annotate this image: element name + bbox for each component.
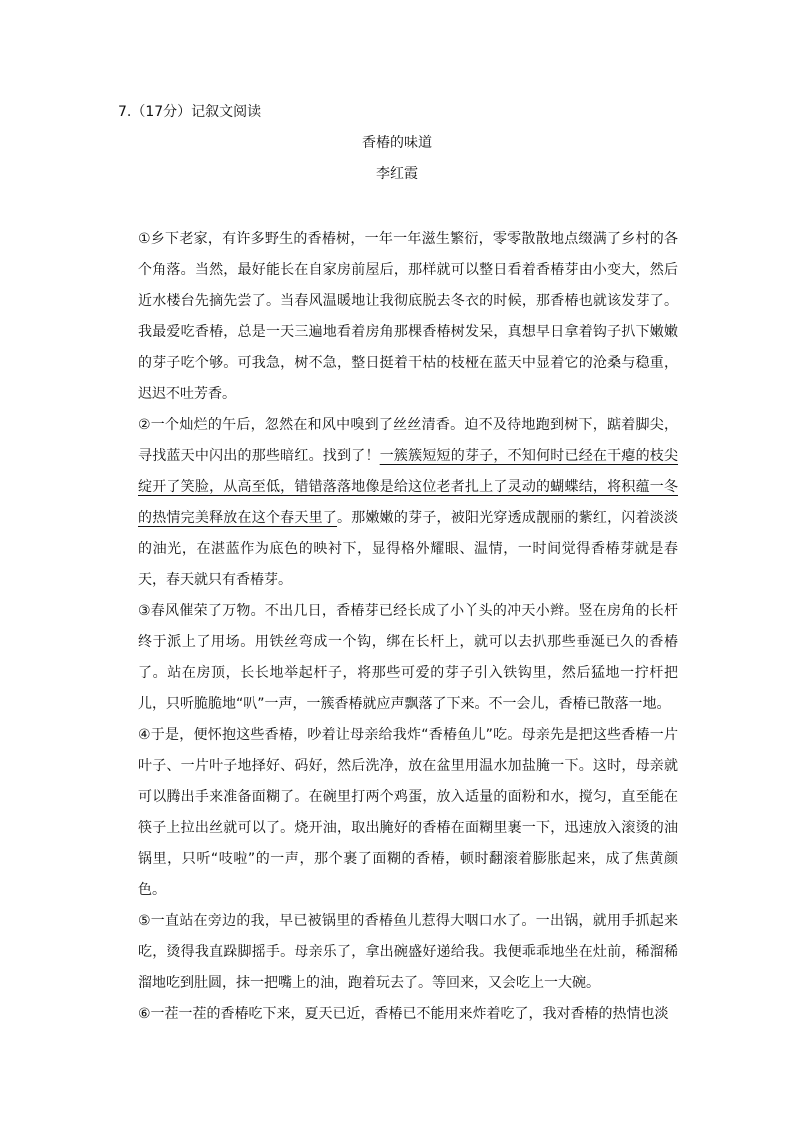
paragraph-3: ③春风催荣了万物。不出几日，香椿芽已经长成了小丫头的冲天小辫。竖在房角的长杆终于派上了用场。用铁丝弯成一个钩，绑在长杆上，就可以去扒那些垂涎已久的香椿了。站在房顶，长长地举起杆子，将那些可爱的芽子引入铁钩里，然后猛地一拧杆把儿，只听脆脆地“叭”一声，一簇香椿就应声飘落了下来。不一会儿，香椿已散落一地。 (138, 603, 678, 712)
paragraph-2 (138, 410, 678, 596)
article-body (138, 224, 678, 1030)
paragraph-2-start: ②一个灿烂的午后，忽然在和风中嗅到了丝丝清香。迫不及待地跑到树下，踮着脚尖，寻找蓝天中闪出的那些暗红。找到了！ (138, 417, 678, 464)
underlined-sentence: 一簇簇短短的芽子，不知何时已经在干瘪的枝尖绽开了笑脸，从高至低，错错落落地像是给这位老者扎上了灵动的蝴蝶结，将积蕴一冬的热情完美释放在这个春天里了 (138, 448, 679, 526)
paragraph-4: ④于是，便怀抱这些香椿，吵着让母亲给我炸“香椿鱼儿”吃。母亲先是把这些香椿一片叶子、一片叶子地择好、码好，然后洗净，放在盆里用温水加盐腌一下。这时，母亲就可以腾出手来准备面糊了。在碗里打两个鸡蛋，放入适量的面粉和水，搅匀，直至能在筷子上拉出丝就可以了。烧开油，取出腌好的香椿在面糊里裹一下，迅速放入滚烫的油锅里，只听“吱啦”的一声，那个裹了面糊的香椿，顿时翻滚着膨胀起来，成了焦黄颜色。 (138, 727, 678, 898)
paragraph-1: ①乡下老家，有许多野生的香椿树，一年一年滋生繁衍，零零散散地点缀满了乡村的各个角落。当然，最好能长在自家房前屋后，那样就可以整日看着香椿芽由小变大，然后近水楼台先摘先尝了。当春风温暖地让我彻底脱去冬衣的时候，那香椿也就该发芽了。我最爱吃香椿，总是一天三遍地看着房角那棵香椿树发呆，真想早日拿着钩子扒下嫩嫩的芽子吃个够。可我急，树不急，整日挺着干枯的枝桠在蓝天中显着它的沧桑与稳重，迟迟不吐芳香。 (138, 231, 678, 402)
paragraph-5: ⑤一直站在旁边的我，早已被锅里的香椿鱼儿惹得大咽口水了。一出锅，就用手抓起来吃，烫得我直跺脚摇手。母亲乐了，拿出碗盛好递给我。我便乖乖地坐在灶前，稀溜稀溜地吃到肚圆，抹一把嘴上的油，跑着玩去了。等回来，又会吃上一大碗。 (138, 913, 678, 991)
paragraph-2-end: 。那嫩嫩的芽子，被阳光穿透成靓丽的紫红，闪着淡淡的油光，在湛蓝作为底色的映衬下，显得格外耀眼、温情，一时间觉得香椿芽就是春天，春天就只有香椿芽。 (138, 510, 679, 588)
question-header: 7.（17分）记叙文阅读 (118, 104, 262, 120)
paragraph-6: ⑥一茬一茬的香椿吃下来，夏天已近，香椿已不能用来炸着吃了，我对香椿的热情也淡 (138, 1006, 669, 1022)
article-author: 李红霞 (376, 166, 418, 182)
article-title: 香椿的味道 (362, 135, 432, 151)
